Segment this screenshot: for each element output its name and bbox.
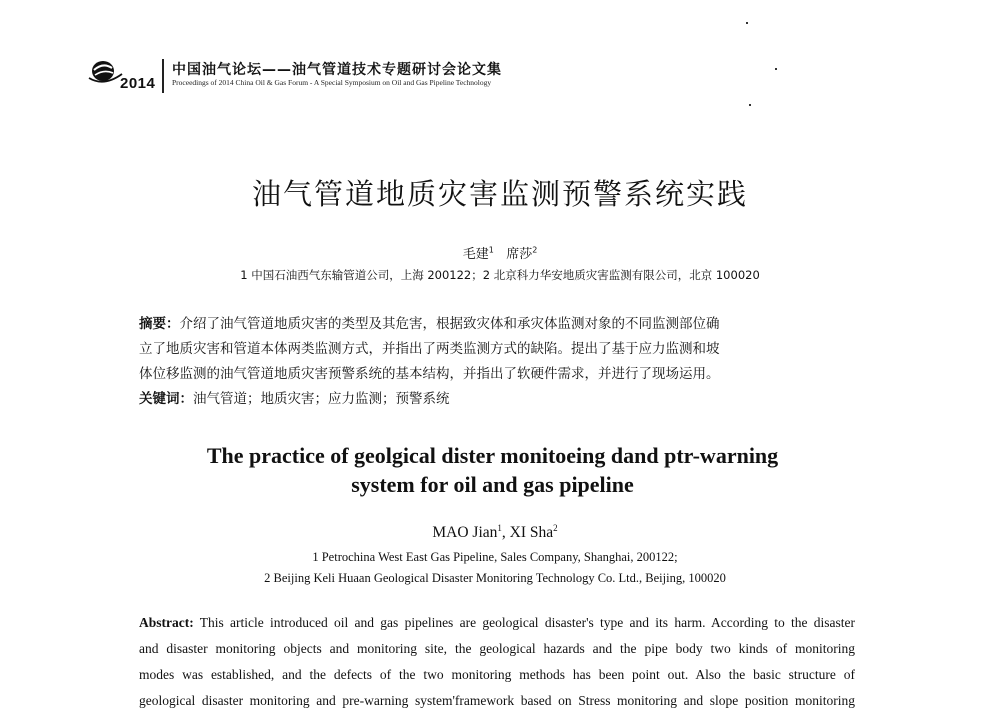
author-1-cn: 毛建 bbox=[462, 247, 489, 262]
keywords-cn-text: 油气管道；地质灾害；应力监测；预警系统 bbox=[193, 391, 450, 407]
abstract-en-line bbox=[139, 610, 855, 636]
author-2-sup: 2 bbox=[532, 245, 538, 255]
author-2-en: XI Sha bbox=[509, 524, 554, 542]
author-1-en: MAO Jian bbox=[432, 524, 498, 542]
header-title-en: Proceedings of 2014 China Oil & Gas Forum - A Special Symposium on Oil and Gas Pipeline Technology bbox=[172, 78, 492, 87]
author-1-sup: 1 bbox=[488, 245, 494, 255]
affiliation-en-1: 1 Petrochina West East Gas Pipeline, Sales Company, Shanghai, 200122; bbox=[312, 550, 678, 564]
authors-en bbox=[0, 523, 990, 542]
abstract-cn-line: 立了地质灾害和管道本体两类监测方式，并指出了两类监测方式的缺陷。提出了基于应力监测和坡 bbox=[139, 341, 720, 357]
scan-speck bbox=[746, 22, 748, 24]
abstract-cn-line: 体位移监测的油气管道地质灾害预警系统的基本结构，并指出了软硬件需求，并进行了现场运用。 bbox=[139, 366, 720, 382]
abstract-cn-text: 介绍了油气管道地质灾害的类型及其危害，根据致灾体和承灾体监测对象的不同监测部位确 bbox=[179, 316, 720, 332]
abstract-cn-line bbox=[139, 312, 859, 337]
scan-speck bbox=[775, 68, 777, 70]
abstract-cn bbox=[139, 312, 859, 412]
abstract-en-line: modes was established, and the defects of the two monitoring methods has been point out. Also the basic structure of bbox=[139, 667, 855, 682]
keywords-cn bbox=[139, 387, 859, 412]
paper-title-en-line: The practice of geolgical dister monitoeing dand ptr-warning bbox=[206, 443, 779, 468]
paper-title-cn: 油气管道地质灾害监测预警系统实践 bbox=[251, 177, 748, 211]
abstract-en bbox=[139, 610, 855, 714]
forum-logo bbox=[86, 56, 166, 96]
scan-speck bbox=[749, 104, 751, 106]
abstract-en-text: This article introduced oil and gas pipelines are geological disaster's type and its harm. According to the disaster bbox=[193, 615, 855, 630]
affiliation-cn: 1 中国石油西气东输管道公司，上海 200122；2 北京科力华安地质灾害监测有限公司，北京 100020 bbox=[240, 268, 760, 282]
abstract-en-line: geological disaster monitoring and pre-warning system'framework based on Stress monitoring and slope position monitoring bbox=[139, 693, 855, 708]
abstract-en-label: Abstract: bbox=[139, 615, 194, 630]
affiliation-en-2: 2 Beijing Keli Huaan Geological Disaster Monitoring Technology Co. Ltd., Beijing, 100020 bbox=[264, 571, 726, 585]
authors-cn bbox=[0, 243, 1000, 262]
author-2-en-sup: 2 bbox=[553, 523, 558, 533]
author-sep: , bbox=[501, 524, 510, 542]
author-2-cn: 席莎 bbox=[506, 247, 533, 262]
header-divider bbox=[162, 59, 164, 93]
header-year: 2014 bbox=[120, 75, 156, 92]
header-title-cn: 中国油气论坛——油气管道技术专题研讨会论文集 bbox=[172, 62, 502, 78]
proceedings-header bbox=[86, 56, 606, 96]
author-1-en-sup: 1 bbox=[497, 523, 502, 533]
keywords-cn-label: 关键词： bbox=[139, 391, 193, 407]
abstract-en-line: and disaster monitoring objects and monitoring site, the geological hazards and the pipe body two kinds of monitoring bbox=[139, 641, 855, 656]
globe-logo-icon bbox=[88, 58, 124, 88]
paper-title-en bbox=[0, 441, 985, 499]
paper-title-en-line: system for oil and gas pipeline bbox=[351, 472, 634, 497]
abstract-cn-label: 摘要： bbox=[139, 316, 180, 332]
